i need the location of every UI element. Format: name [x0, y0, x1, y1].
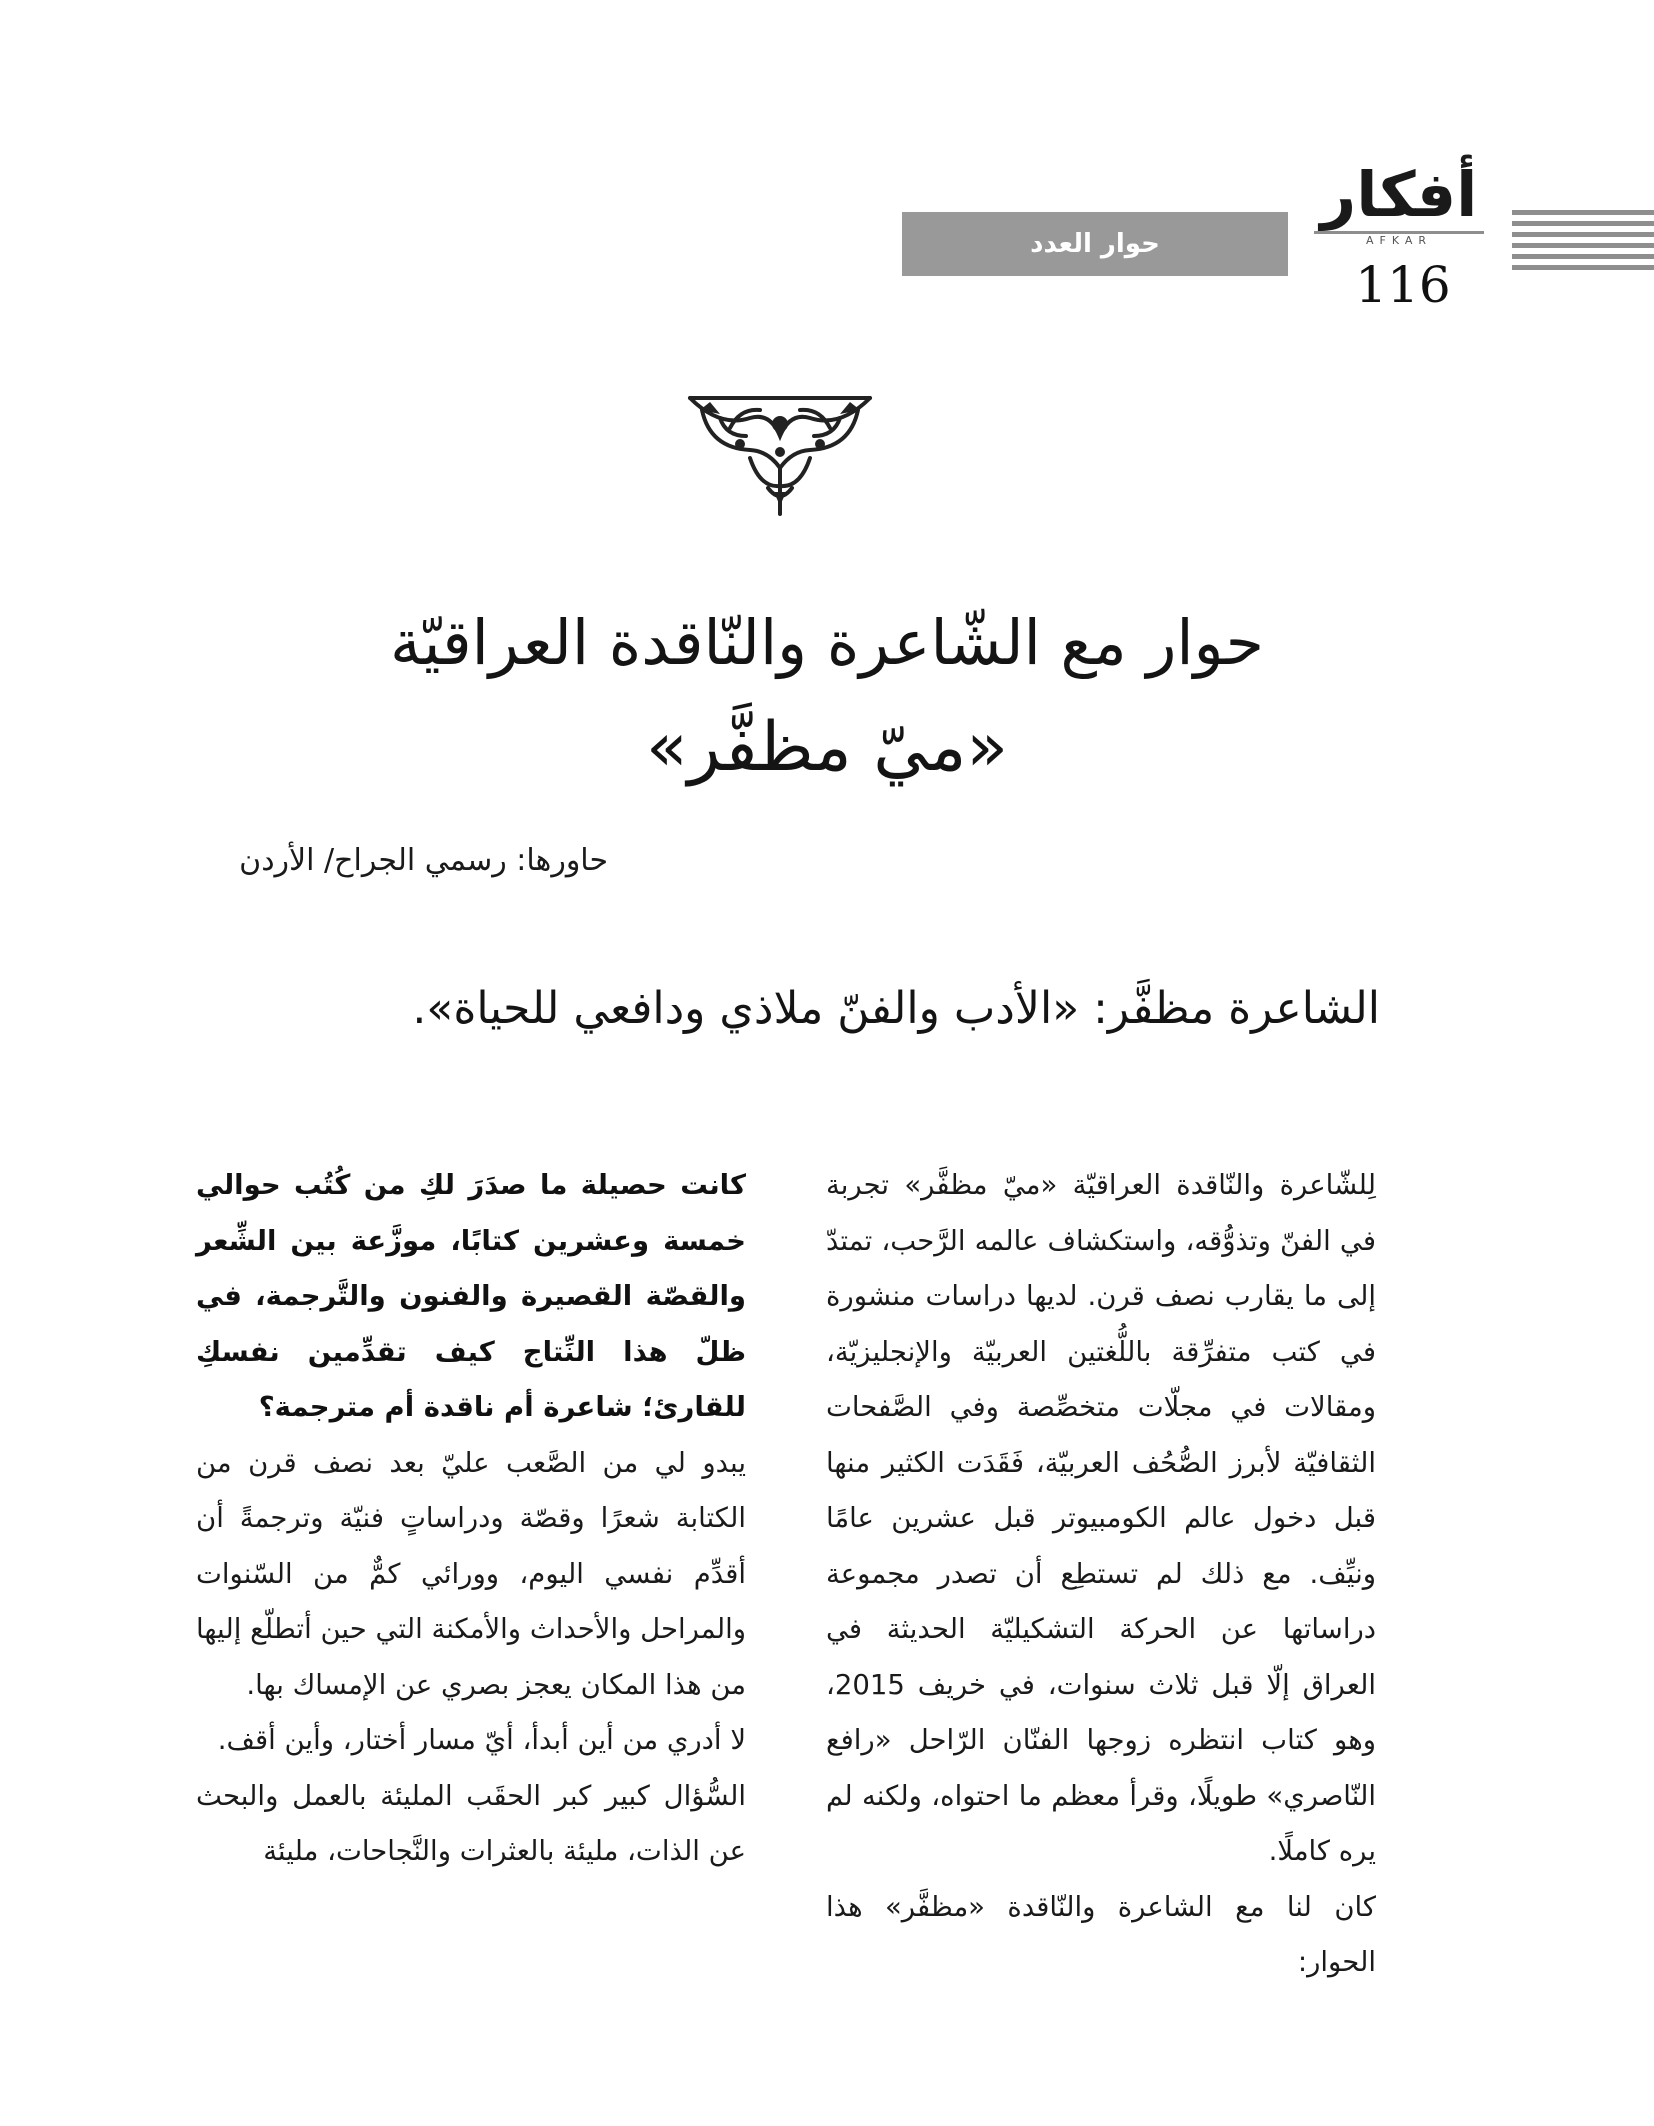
intro-paragraph: كان لنا مع الشاعرة والنّاقدة «مظفَّر» هذا الحوار: [826, 1890, 1376, 1978]
floral-ornament-icon [680, 388, 880, 518]
interview-question: كانت حصيلة ما صدَرَ لكِ من كُتُب حوالي خمسة وعشرين كتابًا، موزَّعة بين الشِّعر والقصّة القصيرة والفنون والتَّرجمة، في ظلّ هذا النِّتاج كيف تقدِّمين نفسكِ للقارئ؛ شاعرة أم ناقدة أم مترجمة؟ [196, 1169, 746, 1423]
logo-arabic: أفكار [1320, 158, 1478, 231]
headline-quote: الشاعرة مظفَّر: «الأدب والفنّ ملاذي ودافعي للحياة». [412, 983, 1380, 1034]
answer-paragraph: لا أدري من أين أبدأ، أيّ مسار أختار، وأين أقف. [217, 1724, 746, 1756]
interview-column [196, 1158, 746, 1880]
article-title: حوار مع الشّاعرة والنّاقدة العراقيّة [390, 606, 1264, 679]
logo-latin: AFKAR [1365, 234, 1433, 247]
intro-column [826, 1158, 1376, 1991]
page-number: 116 [1355, 256, 1451, 314]
answer-paragraph: السُّؤال كبير كبر الحقَب المليئة بالعمل والبحث عن الذات، مليئة بالعثرات والنَّجاحات، مليئة [196, 1779, 746, 1867]
intro-paragraph: لِلشّاعرة والنّاقدة العراقيّة «ميّ مظفَّر» تجربة في الفنّ وتذوُّقه، واستكشاف عالمه الرَّحب، تمتدّ إلى ما يقارب نصف قرن. لديها دراسات منشورة في كتب متفرِّقة باللُّغتين العربيّة والإنجليزيّة، ومقالات في مجلّات متخصِّصة وفي الصَّفحات الثقافيّة لأبرز الصُّحُف العربيّة، فَقَدَت الكثير منها قبل دخول عالم الكومبيوتر قبل عشرين عامًا ونيِّف. مع ذلك لم تستطِع أن تصدر مجموعة دراساتها عن الحركة التشكيليّة الحديثة في العراق إلّا قبل ثلاث سنوات، في خريف 2015، وهو كتاب انتظره زوجها الفنّان الرّاحل «رافع النّاصري» طويلًا، وقرأ معظم ما احتواه، ولكنه لم يره كاملًا. [826, 1169, 1376, 1867]
byline: حاورها: رسمي الجراح/ الأردن [239, 843, 608, 878]
magazine-logo [1314, 160, 1484, 250]
decorative-stripes [1512, 210, 1654, 276]
article-subtitle: «ميّ مظفَّر» [645, 708, 1009, 787]
section-label: حوار العدد [902, 212, 1288, 276]
answer-paragraph: يبدو لي من الصَّعب عليّ بعد نصف قرن من الكتابة شعرًا وقصّة ودراساتٍ فنيّة وترجمةً أن أقدِّم نفسي اليوم، وورائي كمٌّ من السّنوات والمراحل والأحداث والأمكنة التي حين أتطلّع إليها من هذا المكان يعجز بصري عن الإمساك بها. [196, 1446, 746, 1701]
